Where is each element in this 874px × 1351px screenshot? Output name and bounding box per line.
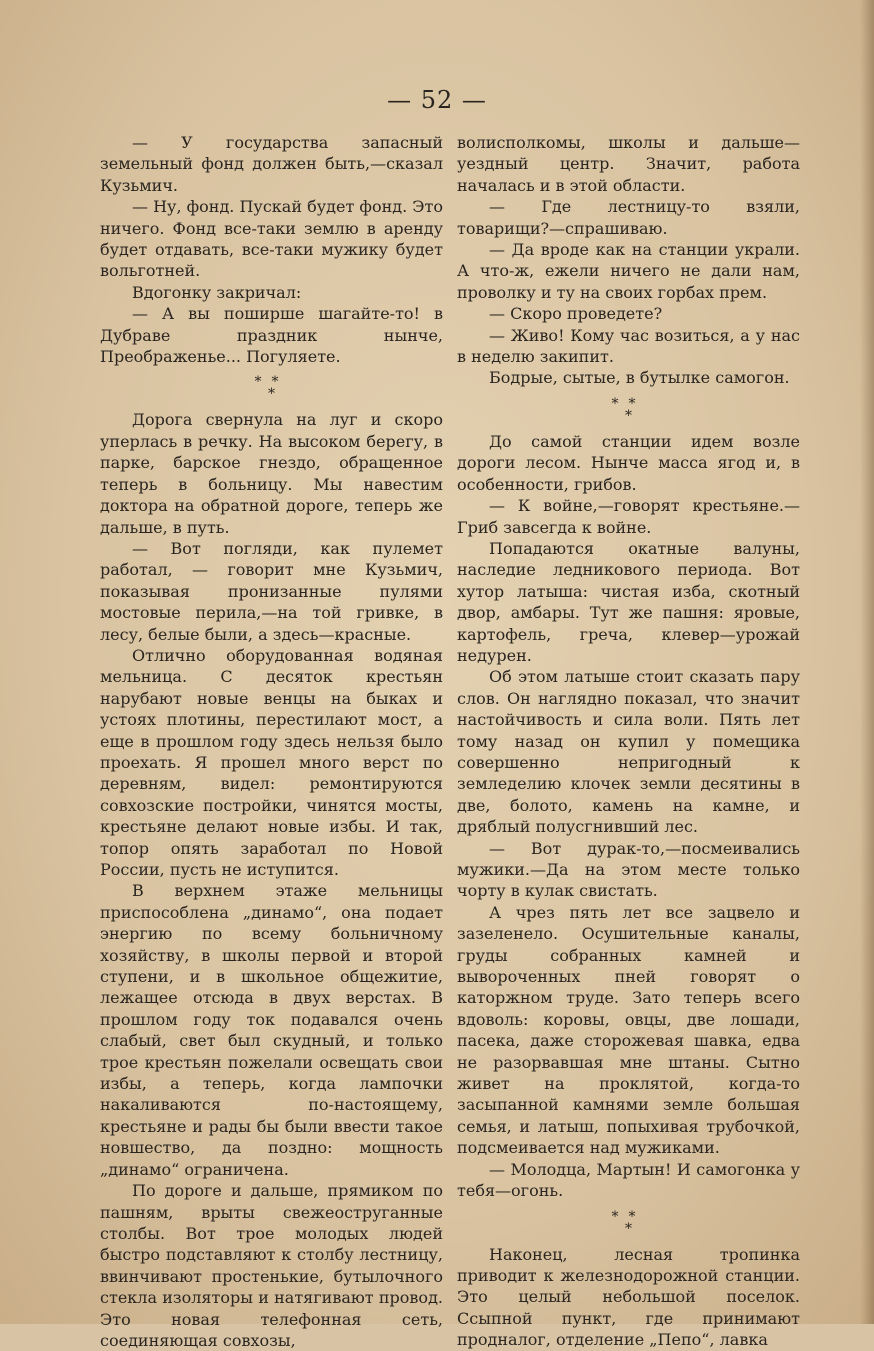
section-separator — [100, 367, 443, 409]
separator-asterisks-top: ** — [611, 1208, 646, 1225]
paragraph: — Вот погляди, как пулемет работал, — говорит мне Кузьмич, показывая пронизанные пулями мостовые перила,—на той гривке, в лесу, белые были, а здесь—красные. — [100, 538, 443, 644]
separator-asterisks-top: ** — [611, 395, 646, 412]
paragraph: — Вот дурак-то,—посмеивались мужики.—Да на этом месте только чорту в кулак свистать. — [457, 838, 800, 901]
page-number: — 52 — — [387, 86, 487, 114]
paragraph: По дороге и дальше, прямиком по пашням, врыты свежеоструганные столбы. Вот трое молодых людей быстро подставляют к столбу лестницу, ввинчивают простенькие, бутылочного стекла изоляторы и натягивают провод. Это новая телефонная сеть, соединяющая совхозы, — [100, 1181, 443, 1350]
right-column — [457, 132, 800, 1351]
paragraph: — К войне,—говорят крестьяне.— Гриб завсегда к войне. — [457, 496, 800, 537]
paragraph: Дорога свернула на луг и скоро уперлась в речку. На высоком берегу, в парке, барское гнездо, обращенное теперь в больницу. Мы навестим доктора на обратной дороге, теперь же дальше, в путь. — [100, 410, 443, 537]
paragraph: А чрез пять лет все зацвело и зазеленело. Осушительные каналы, груды собранных камней и вывороченных пней говорят о каторжном труде. Зато теперь всего вдоволь: коровы, овцы, две лошади, пасека, даже сторожевая шавка, едва не разорвавшая мне штаны. Сытно живет на проклятой, когда-то засыпанной камнями земле большая семья, и латыш, попыхивая трубочкой, подсмеивается над мужиками. — [457, 902, 800, 1158]
page-edge-shadow — [860, 0, 874, 1324]
paragraph: волисполкомы, школы и дальше—уездный центр. Значит, работа началась и в этой области. — [457, 133, 800, 195]
paragraph: — Живо! Кому час возиться, а у нас в неделю закипит. — [457, 325, 800, 367]
paragraph: Отлично оборудованная водяная мельница. С десяток крестьян нарубают новые венцы на быках и устоях плотины, перестилают мост, а еще в прошлом году здесь нельзя было проехать. Я прошел много верст по деревням, видел: ремонтируются совхозские постройки, чинятся мосты, крестьяне делают новые избы. И так, топор опять заработал по Новой России, пусть не иступится. — [100, 645, 443, 879]
paragraph: Об этом латыше стоит сказать пару слов. Он наглядно показал, что значит настойчивость и сила воли. Пять лет тому назад он купил у помещика совершенно непригодный к земледелию клочек земли десятины в две, болото, камень на камне, и дряблый полусгнивший лес. — [457, 667, 800, 837]
paragraph: — У государства запасный земельный фонд должен быть,—сказал Кузьмич. — [100, 133, 443, 195]
paragraph: До самой станции идем возле дороги лесом. Нынче масса ягод и, в особенности, грибов. — [457, 431, 800, 494]
paragraph: В верхнем этаже мельницы приспособлена „динамо“, она подает энергию по всему больничному хозяйству, в школы первой и второй ступени, и в школьное общежитие, лежащее отсюда в двух верстах. В прошлом году ток подавался очень слабый, свет был скудный, и только трое крестьян пожелали освещать свои избы, а теперь, когда лампочки накаливаются по-настоящему, крестьяне и рады бы были ввести такое новшество, да поздно: мощность „динамо“ ограничена. — [100, 881, 443, 1179]
separator-asterisk-bottom: * — [625, 1220, 632, 1237]
paragraph: — Где лестницу-то взяли, товарищи?—спрашиваю. — [457, 197, 800, 238]
paragraph: Попадаются окатные валуны, наследие ледникового периода. Вот хутор латыша: чистая изба, скотный двор, амбары. Тут же пашня: яровые, картофель, греча, клевер—урожай недурен. — [457, 538, 800, 665]
paragraph: Бодрые, сытые, в бутылке самогон. — [489, 368, 790, 388]
paragraph: Вдогонку закричал: — [132, 282, 302, 302]
separator-asterisk-bottom: * — [268, 386, 275, 403]
paragraph: — Да вроде как на станции украли. А что-ж, ежели ничего не дали нам, проволку и ту на своих горбах прем. — [457, 240, 800, 302]
paragraph: — Молодца, Мартын! И самогонка у тебя—огонь. — [457, 1159, 800, 1201]
separator-asterisks-top: ** — [254, 374, 289, 391]
separator-asterisk-bottom: * — [625, 407, 632, 424]
paragraph: — А вы поширше шагайте-то! в Дубраве праздник нынче, Преображенье... Погуляете. — [100, 304, 443, 367]
paragraph: Наконец, лесная тропинка приводит к железнодорожной станции. Это целый небольшой поселок. Ссыпной пункт, где принимают продналог, отделение „Пепо“, лавка — [457, 1244, 800, 1350]
paragraph: — Ну, фонд. Пускай будет фонд. Это ничего. Фонд все-таки землю в аренду будет отдавать, все-таки мужику будет вольготней. — [100, 197, 443, 281]
section-separator — [457, 389, 800, 431]
left-column — [100, 132, 443, 1351]
section-separator — [457, 1202, 800, 1244]
paragraph: — Скоро проведете? — [489, 304, 663, 324]
